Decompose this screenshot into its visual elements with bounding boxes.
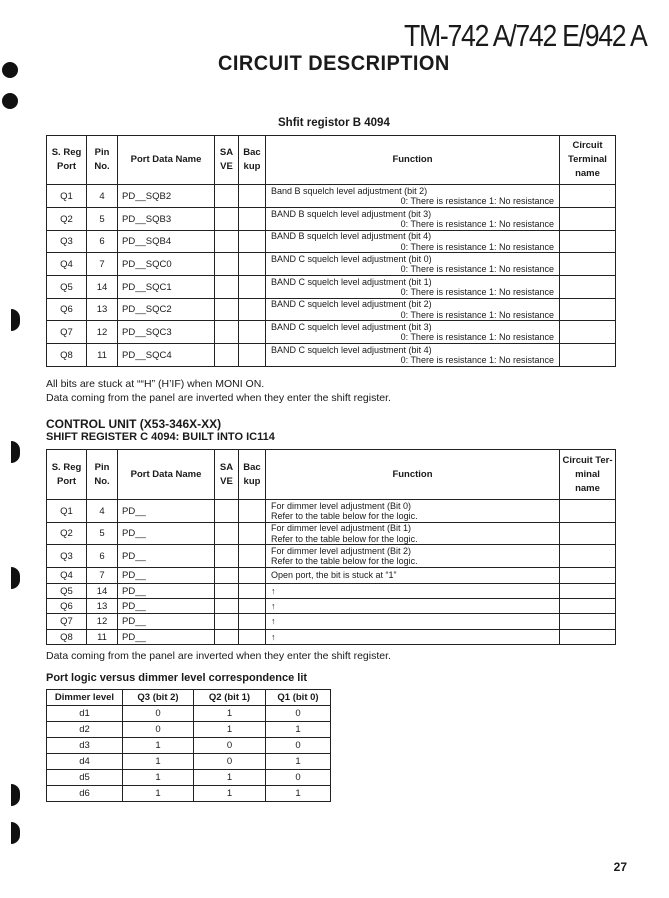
up-arrow-icon: ↑: [266, 584, 560, 599]
col-header-circuit-terminal: Circuit Terminal name: [560, 136, 616, 185]
col-header-pin: Pin No.: [87, 136, 118, 185]
table-row: d6 1 1 1: [47, 786, 331, 802]
col-header-backup: Bac kup: [239, 136, 266, 185]
function-cell: BAND B squelch level adjustment (bit 4) 0: There is resistance 1: No resistance: [266, 231, 560, 253]
table-row: Q2 5 PD__SQB3 BAND B squelch level adjustment (bit 3) 0: There is resistance 1: No resistance: [47, 208, 616, 231]
binder-hole-mark: [11, 784, 20, 806]
table-row: Q4 7 PD__ Open port, the bit is stuck at “1”: [47, 568, 616, 584]
function-cell: BAND C squelch level adjustment (bit 0) 0: There is resistance 1: No resistance: [266, 253, 560, 276]
shift-register-b-table: [46, 135, 616, 367]
function-cell: For dimmer level adjustment (Bit 2) Refer to the table below for the logic.: [266, 545, 560, 568]
function-cell: For dimmer level adjustment (Bit 0) Refer to the table below for the logic.: [266, 500, 560, 523]
table-row: Q3 6 PD__SQB4 BAND B squelch level adjustment (bit 4) 0: There is resistance 1: No resistance: [47, 231, 616, 253]
col-header-port-data-name: Port Data Name: [118, 450, 215, 500]
table-row: Q7 12 PD__ ↑: [47, 614, 616, 630]
col-header-save: SA VE: [215, 450, 239, 500]
table1-note-moni: All bits are stuck at ““H” (H’IF) when MONI ON.: [46, 378, 265, 390]
col-header-pin: Pin No.: [87, 450, 118, 500]
table-row: Q5 14 PD__SQC1 BAND C squelch level adjustment (bit 1) 0: There is resistance 1: No resistance: [47, 276, 616, 299]
binder-hole-mark: [11, 567, 20, 589]
up-arrow-icon: ↑: [266, 599, 560, 614]
binder-hole-mark: [2, 62, 18, 78]
col-header-q3: Q3 (bit 2): [123, 690, 194, 706]
function-cell: BAND B squelch level adjustment (bit 3) 0: There is resistance 1: No resistance: [266, 208, 560, 231]
function-cell: BAND C squelch level adjustment (bit 3) 0: There is resistance 1: No resistance: [266, 321, 560, 344]
section-heading-control-unit: CONTROL UNIT (X53-346X-XX): [46, 417, 222, 431]
table-row: Q1 4 PD__SQB2 Band B squelch level adjustment (bit 2) 0: There is resistance 1: No resistance: [47, 185, 616, 208]
table-row: d5 1 1 0: [47, 770, 331, 786]
col-header-function: Function: [266, 450, 560, 500]
section-subheading-shift-register-c: SHIFT REGISTER C 4094: BUILT INTO IC114: [46, 431, 275, 443]
dimmer-logic-table: [46, 689, 331, 802]
table-row: Q2 5 PD__ For dimmer level adjustment (Bit 1) Refer to the table below for the logic.: [47, 523, 616, 545]
function-cell: Band B squelch level adjustment (bit 2) 0: There is resistance 1: No resistance: [266, 185, 560, 208]
table-row: Q4 7 PD__SQC0 BAND C squelch level adjustment (bit 0) 0: There is resistance 1: No resistance: [47, 253, 616, 276]
table1-caption: Shfit registor B 4094: [278, 117, 390, 129]
col-header-q1: Q1 (bit 0): [266, 690, 331, 706]
col-header-q2: Q2 (bit 1): [194, 690, 266, 706]
up-arrow-icon: ↑: [266, 614, 560, 630]
col-header-function: Function: [266, 136, 560, 185]
table-row: Q6 13 PD__SQC2 BAND C squelch level adjustment (bit 2) 0: There is resistance 1: No resistance: [47, 299, 616, 321]
table1-note-inverted: Data coming from the panel are inverted when they enter the shift register.: [46, 392, 391, 404]
function-cell: BAND C squelch level adjustment (bit 1) 0: There is resistance 1: No resistance: [266, 276, 560, 299]
table-row: d1 0 1 0: [47, 706, 331, 722]
function-cell: For dimmer level adjustment (Bit 1) Refer to the table below for the logic.: [266, 523, 560, 545]
model-number: TM-742 A/742 E/942 A: [404, 18, 647, 53]
up-arrow-icon: ↑: [266, 630, 560, 645]
binder-hole-mark: [11, 441, 20, 463]
shift-register-c-table: [46, 449, 616, 645]
page-title: CIRCUIT DESCRIPTION: [218, 52, 450, 75]
table-row: d2 0 1 1: [47, 722, 331, 738]
table-row: d4 1 0 1: [47, 754, 331, 770]
binder-hole-mark: [2, 93, 18, 109]
table-row: d3 1 0 0: [47, 738, 331, 754]
table2-note-inverted: Data coming from the panel are inverted when they enter the shift register.: [46, 650, 391, 662]
col-header-dimmer-level: Dimmer level: [47, 690, 123, 706]
table3-caption: Port logic versus dimmer level correspondence lit: [46, 672, 308, 684]
col-header-sreg-port: S. Reg Port: [47, 450, 87, 500]
page-number: 27: [613, 860, 627, 874]
table-row: Q3 6 PD__ For dimmer level adjustment (Bit 2) Refer to the table below for the logic.: [47, 545, 616, 568]
table-row: Q5 14 PD__ ↑: [47, 584, 616, 599]
binder-hole-mark: [11, 309, 20, 331]
table-row: Q1 4 PD__ For dimmer level adjustment (Bit 0) Refer to the table below for the logic.: [47, 500, 616, 523]
col-header-port-data-name: Port Data Name: [118, 136, 215, 185]
table-row: Q6 13 PD__ ↑: [47, 599, 616, 614]
binder-hole-mark: [11, 822, 20, 844]
col-header-save: SA VE: [215, 136, 239, 185]
col-header-circuit-terminal: Circuit Ter- minal name: [560, 450, 616, 500]
col-header-sreg-port: S. Reg Port: [47, 136, 87, 185]
function-cell: BAND C squelch level adjustment (bit 2) 0: There is resistance 1: No resistance: [266, 299, 560, 321]
function-cell: BAND C squelch level adjustment (bit 4) 0: There is resistance 1: No resistance: [266, 344, 560, 367]
table-row: Q8 11 PD__ ↑: [47, 630, 616, 645]
table-row: Q8 11 PD__SQC4 BAND C squelch level adjustment (bit 4) 0: There is resistance 1: No resistance: [47, 344, 616, 367]
table-row: Q7 12 PD__SQC3 BAND C squelch level adjustment (bit 3) 0: There is resistance 1: No resistance: [47, 321, 616, 344]
col-header-backup: Bac kup: [239, 450, 266, 500]
